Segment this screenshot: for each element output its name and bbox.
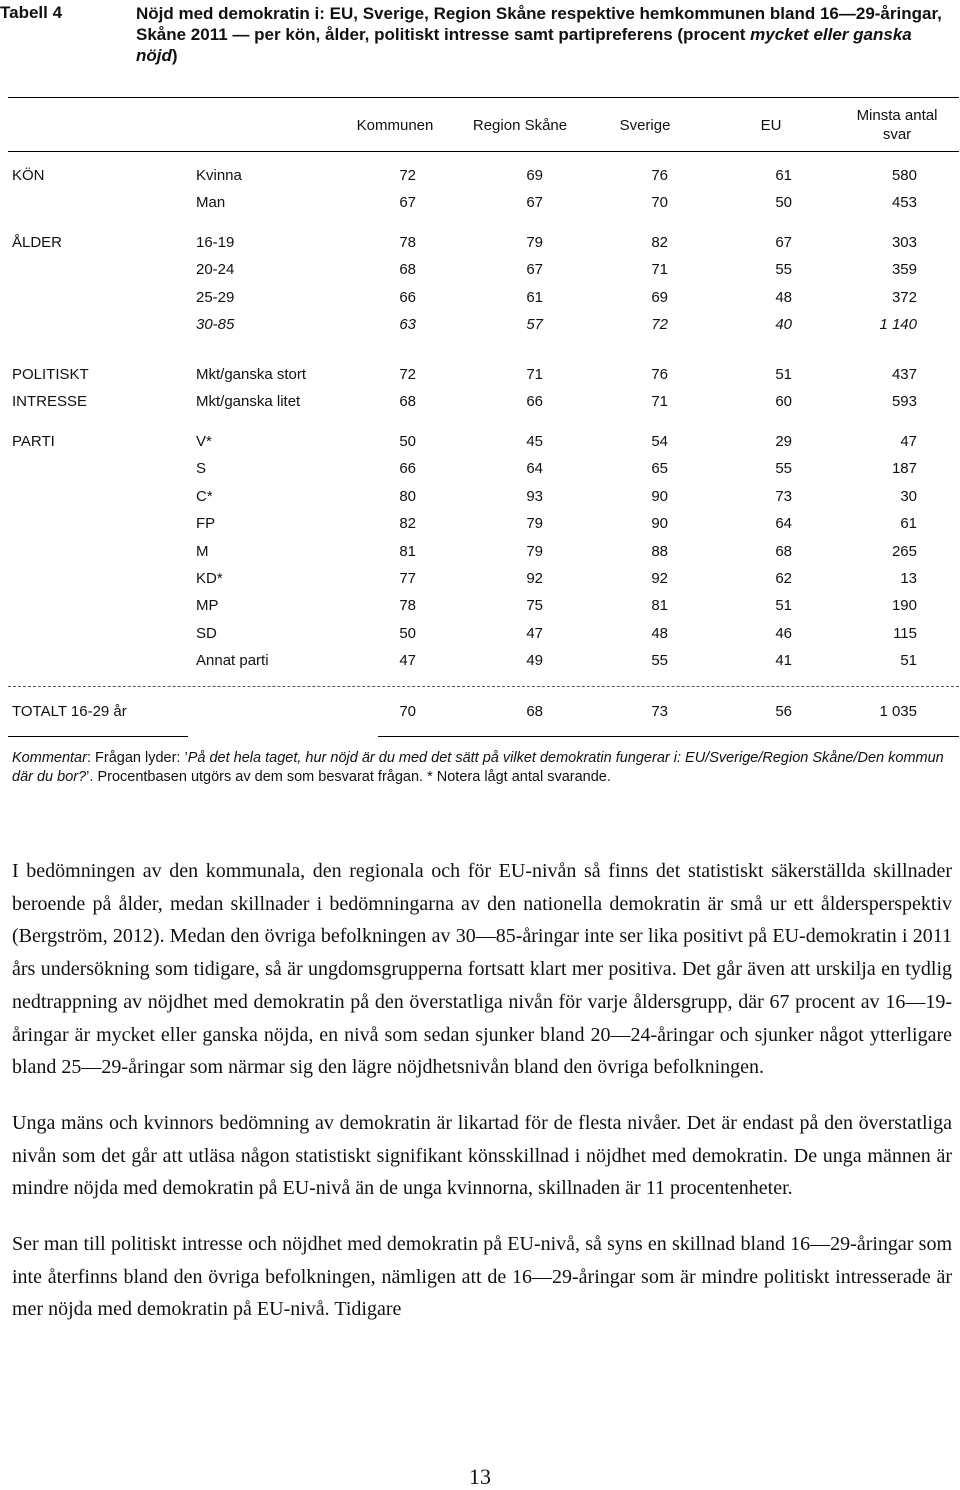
table-cell: 67	[775, 234, 792, 251]
table-cell: 79	[526, 515, 543, 532]
table-cell: 75	[526, 597, 543, 614]
column-header: EU	[760, 117, 782, 134]
row-label: Annat parti	[196, 652, 269, 669]
row-group-label: INTRESSE	[12, 393, 88, 410]
table-cell: 82	[651, 234, 668, 251]
comment-note: ’. Procentbasen utgörs av dem som besvarat frågan. * Notera lågt antal svarande.	[86, 769, 611, 785]
table-cell: 61	[526, 289, 543, 306]
table-cell: 77	[399, 570, 416, 587]
table-cell: 73	[775, 488, 792, 505]
table-title-main: Nöjd med demokratin i: EU, Sverige, Region Skåne respektive hemkommunen bland 16—29-åringar, Skåne 2011 — per kön, ålder, politiskt intresse samt partipreferens (procent	[136, 4, 942, 44]
table-cell: 47	[526, 625, 543, 642]
table-cell: 93	[526, 488, 543, 505]
table-cell: 68	[775, 543, 792, 560]
row-group-label: PARTI	[12, 433, 55, 450]
table-rule-header	[8, 151, 959, 152]
table-cell: 78	[399, 597, 416, 614]
table-cell: 55	[775, 261, 792, 278]
table-cell: 45	[526, 433, 543, 450]
table-cell: 69	[526, 167, 543, 184]
table-cell: 453	[891, 194, 917, 211]
table-rule-total-right	[378, 736, 959, 737]
table-cell: 72	[399, 366, 416, 383]
table-cell: 190	[891, 597, 917, 614]
column-header: Region Skåne	[472, 117, 568, 134]
table-cell: 51	[775, 366, 792, 383]
row-label: MP	[196, 597, 219, 614]
table-cell: 13	[900, 570, 917, 587]
table-title-italic: mycket eller ganska nöjd	[136, 25, 912, 65]
table-cell: 81	[651, 597, 668, 614]
body-text	[12, 855, 952, 1349]
row-group-label: ÅLDER	[12, 234, 63, 251]
row-label: S	[196, 460, 207, 477]
row-label: SD	[196, 625, 217, 642]
table-cell: 50	[399, 625, 416, 642]
table-cell: 115	[893, 625, 917, 642]
table-label: Tabell 4	[0, 3, 63, 22]
table-cell: 88	[651, 543, 668, 560]
row-label: 20-24	[196, 261, 235, 278]
table-cell: 76	[651, 366, 668, 383]
row-group-label: KÖN	[12, 167, 45, 184]
table-cell: 40	[775, 316, 792, 333]
row-label: M	[196, 543, 209, 560]
table-cell: 437	[891, 366, 917, 383]
total-cell: 73	[651, 703, 668, 720]
table-cell: 69	[651, 289, 668, 306]
table-rule-top	[8, 97, 959, 98]
table-cell: 41	[775, 652, 792, 669]
table-rule-total-left	[8, 736, 188, 737]
table-cell: 49	[526, 652, 543, 669]
table-comment	[12, 749, 947, 787]
table-cell: 68	[399, 393, 416, 410]
paragraph: Ser man till politiskt intresse och nöjdhet med demokratin på EU-nivå, så syns en skillnad bland 16—29-åringar som inte återfinns bland den övriga befolkningen, nämligen att de 16—29-åringar som är mindre politiskt intresserade är mer nöjda med demokratin på EU-nivå. Tidigare	[12, 1233, 952, 1321]
row-label: C*	[196, 488, 213, 505]
table-cell: 67	[526, 261, 543, 278]
table-cell: 51	[900, 652, 917, 669]
page-number: 13	[469, 1464, 491, 1489]
row-label: FP	[196, 515, 216, 532]
table-cell: 51	[775, 597, 792, 614]
table-cell: 92	[526, 570, 543, 587]
comment-question: På det hela taget, hur nöjd är du med det sätt på vilket demokratin fungerar i: EU/Sverige/Region Skåne/Den kommun där du bor?	[12, 750, 944, 785]
row-label: Mkt/ganska litet	[196, 393, 301, 410]
table-title-end: )	[171, 46, 178, 65]
row-label: 25-29	[196, 289, 235, 306]
table-cell: 90	[651, 488, 668, 505]
table-cell: 1 140	[879, 316, 917, 333]
total-cell: 56	[775, 703, 792, 720]
row-label: Mkt/ganska stort	[196, 366, 307, 383]
table-title	[136, 3, 946, 66]
table-cell: 70	[651, 194, 668, 211]
total-label: TOTALT 16-29 år	[12, 703, 127, 720]
table-cell: 62	[775, 570, 792, 587]
table-cell: 71	[651, 261, 668, 278]
comment-lead: Kommentar	[12, 750, 87, 766]
table-cell: 303	[891, 234, 917, 251]
table-cell: 593	[891, 393, 917, 410]
table-cell: 187	[891, 460, 917, 477]
row-group-label: POLITISKT	[12, 366, 89, 383]
table-cell: 60	[775, 393, 792, 410]
table-cell: 265	[891, 543, 917, 560]
table-cell: 47	[900, 433, 917, 450]
column-header: Kommunen	[356, 117, 434, 134]
row-label: Man	[196, 194, 226, 211]
table-cell: 72	[651, 316, 668, 333]
table-cell: 67	[526, 194, 543, 211]
table-cell: 65	[651, 460, 668, 477]
row-label: 16-19	[196, 234, 235, 251]
table-cell: 580	[891, 167, 917, 184]
table-cell: 50	[399, 433, 416, 450]
table-cell: 48	[651, 625, 668, 642]
table-cell: 72	[399, 167, 416, 184]
table-cell: 67	[399, 194, 416, 211]
table-cell: 64	[775, 515, 792, 532]
table-cell: 68	[399, 261, 416, 278]
table-cell: 64	[526, 460, 543, 477]
table-cell: 55	[775, 460, 792, 477]
table-cell: 79	[526, 234, 543, 251]
comment-text: : Frågan lyder: ’	[86, 750, 188, 766]
column-header: Sverige	[619, 117, 671, 134]
paragraph: I bedömningen av den kommunala, den regionala och för EU-nivån så finns det statistiskt säkerställda skillnader beroende på ålder, medan skillnader i bedömningarna av den nationella demokratin är små ur ett åldersperspektiv (Bergström, 2012). Medan den övriga befolkningen av 30—85-åringar inte ser lika positivt på EU-demokratin i 2011 års undersökning som tidigare, så är ungdomsgrupperna fortsatt klart mer positiva. Det går även att urskilja en tydlig nedtrappning av nöjdhet med demokratin på den överstatliga nivån för varje åldersgrupp, där 67 procent av 16—19-åringar är mycket eller ganska nöjda, en nivå som sedan sjunker bland 20—24-åringar och sjunker något ytterligare bland 25—29-åringar som närmar sig den lägre nöjdhetsnivån bland den övriga befolkningen.	[12, 860, 952, 1079]
table-cell: 78	[399, 234, 416, 251]
table-cell: 76	[651, 167, 668, 184]
column-header: Minsta antal svar	[856, 107, 938, 143]
table-rule-dashed	[8, 686, 959, 687]
table-cell: 80	[399, 488, 416, 505]
table-cell: 47	[399, 652, 416, 669]
table-cell: 63	[399, 316, 416, 333]
row-label: 30-85	[196, 316, 235, 333]
table-cell: 30	[900, 488, 917, 505]
row-label: KD*	[196, 570, 223, 587]
paragraph: Unga mäns och kvinnors bedömning av demokratin är likartad för de flesta nivåer. Det är endast på den överstatliga nivån som det går att utläsa någon statistiskt signifikant könsskillnad i nöjdhet med demokratin. De unga männen är mindre nöjda med demokratin på EU-nivå än de unga kvinnorna, skillnaden är 11 procentenheter.	[12, 1111, 952, 1200]
table-cell: 48	[775, 289, 792, 306]
table-cell: 66	[399, 460, 416, 477]
table-cell: 372	[891, 289, 917, 306]
table-cell: 50	[775, 194, 792, 211]
row-label: V*	[196, 433, 212, 450]
table-cell: 55	[651, 652, 668, 669]
table-cell: 57	[526, 316, 543, 333]
table-cell: 81	[399, 543, 416, 560]
table-cell: 46	[775, 625, 792, 642]
table-cell: 90	[651, 515, 668, 532]
table-cell: 359	[891, 261, 917, 278]
table-cell: 29	[775, 433, 792, 450]
table-cell: 54	[651, 433, 668, 450]
row-label: Kvinna	[196, 167, 242, 184]
table-cell: 71	[651, 393, 668, 410]
table-cell: 61	[775, 167, 792, 184]
total-cell: 68	[526, 703, 543, 720]
table-cell: 71	[526, 366, 543, 383]
table-cell: 92	[651, 570, 668, 587]
total-cell: 1 035	[879, 703, 917, 720]
total-cell: 70	[399, 703, 416, 720]
table-cell: 66	[399, 289, 416, 306]
table-cell: 82	[399, 515, 416, 532]
table-cell: 79	[526, 543, 543, 560]
table-cell: 61	[900, 515, 917, 532]
table-cell: 66	[526, 393, 543, 410]
